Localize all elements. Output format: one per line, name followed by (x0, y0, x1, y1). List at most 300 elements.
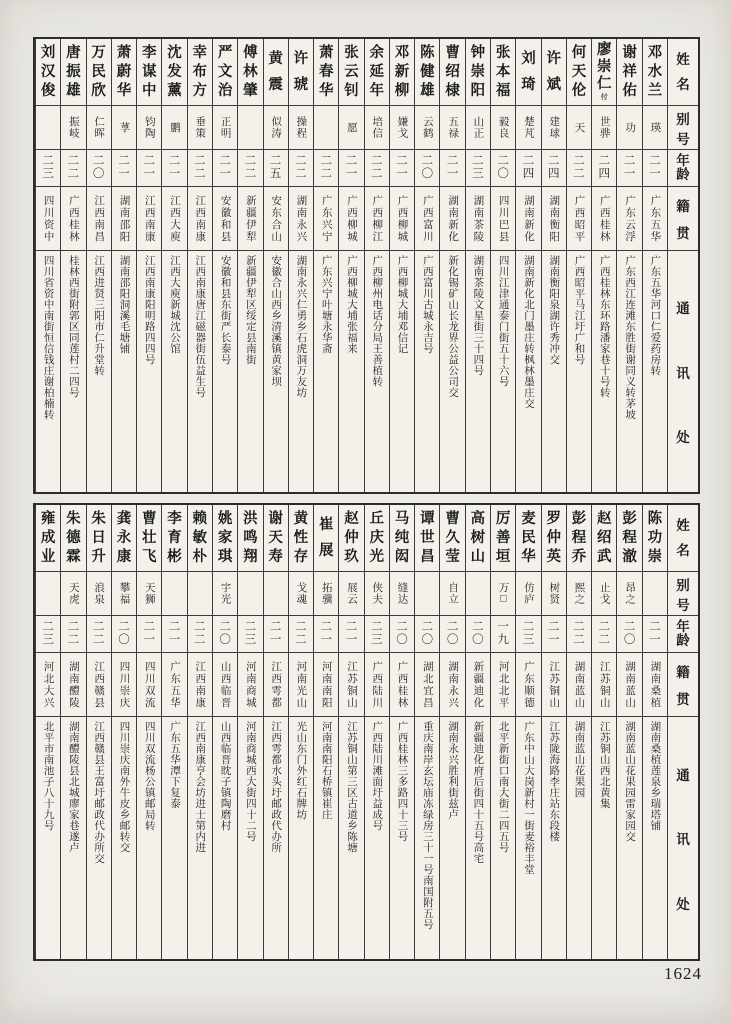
age-cell (390, 616, 414, 653)
person-native-place: 江西雩都 (270, 660, 282, 709)
age-cell (238, 150, 262, 187)
person-native-place: 河北大兴 (42, 660, 54, 709)
person-address: 江西进贤三阳市仁升堂转 (93, 255, 105, 376)
age-cell (617, 150, 641, 187)
address-cell (87, 251, 111, 492)
person-native-place: 江西南康 (143, 194, 155, 243)
directory-table-top (33, 37, 700, 494)
address-cell (36, 251, 60, 492)
person-address: 广西柳城大埔张福来 (345, 255, 357, 354)
person-name: 张 云 钊 (344, 44, 359, 99)
address-cell (238, 717, 262, 959)
name-cell (162, 505, 186, 572)
address-cell (61, 251, 85, 492)
person-address: 湖南蓝山花果园 (573, 721, 585, 798)
person-name: 谢 天 寿 (268, 510, 283, 565)
address-cell (617, 717, 641, 959)
person-name: 许 斌 (546, 51, 561, 93)
person-column (313, 39, 338, 492)
person-age: 二 〇 (118, 620, 130, 646)
person-age: 二 二 (92, 620, 105, 646)
person-address: 新化锡矿山长龙界公益公司交 (447, 255, 459, 398)
person-native-place: 河南南阳 (320, 660, 332, 709)
alias-cell (36, 572, 60, 616)
person-native-place: 山西临晋 (219, 660, 231, 709)
person-column (591, 505, 616, 959)
person-address: 江西南康亨会坊进士第内进 (194, 721, 206, 853)
person-age: 二 一 (320, 620, 332, 646)
person-native-place: 广西陆川 (371, 660, 383, 709)
person-column (591, 39, 616, 492)
person-name: 钟 崇 阳 (470, 44, 486, 99)
age-cell (112, 150, 136, 187)
native-place-cell (289, 187, 313, 251)
person-address: 江西南康阳明路四四号 (143, 255, 155, 365)
person-native-place: 广西富川 (421, 194, 433, 243)
person-alias: 天狮 (143, 582, 155, 605)
person-column (161, 39, 186, 492)
alias-cell (390, 106, 414, 150)
address-cell (542, 251, 566, 492)
alias-cell (162, 106, 186, 150)
person-column (136, 39, 161, 492)
person-alias: 瑛 (649, 121, 661, 134)
alias-cell (112, 106, 136, 150)
person-name: 彭 程 澈 (622, 510, 637, 565)
address-cell (415, 251, 439, 492)
person-native-place: 新疆迪化 (472, 660, 484, 709)
person-age: 二 一 (345, 620, 358, 646)
person-name: 邓 水 兰 (647, 44, 663, 99)
alias-cell (314, 106, 338, 150)
person-alias: 仿庐 (522, 582, 534, 605)
name-cell (617, 505, 641, 572)
age-cell (390, 150, 414, 187)
person-column (616, 505, 641, 959)
alias-cell (339, 106, 363, 150)
person-native-place: 江西赣县 (93, 660, 105, 709)
name-cell (112, 505, 136, 572)
native-place-cell (516, 187, 540, 251)
age-cell (264, 616, 288, 653)
person-age: 二 三 (42, 154, 54, 180)
person-address: 桂林西街附郭区同莲村二四号 (67, 255, 79, 398)
person-column (237, 39, 262, 492)
age-cell (87, 150, 111, 187)
person-column (86, 505, 111, 959)
native-place-cell (617, 187, 641, 251)
name-cell (365, 505, 389, 572)
person-age: 二 二 (295, 154, 307, 180)
name-cell (188, 39, 212, 106)
person-native-place: 四川双流 (143, 660, 155, 709)
name-cell (137, 39, 161, 106)
person-column (465, 39, 490, 492)
person-address: 江西赣县王富圩邮政代办所交 (93, 721, 105, 864)
age-cell (567, 616, 591, 653)
person-name: 刘 琦 (521, 51, 536, 93)
alias-cell (592, 572, 616, 616)
alias-cell (617, 572, 641, 616)
header-contact (668, 251, 698, 492)
person-alias: 钧陶 (143, 116, 155, 139)
person-column (566, 505, 591, 959)
name-cell (542, 505, 566, 572)
address-cell (188, 251, 212, 492)
age-cell (516, 150, 540, 187)
person-alias: 山正 (472, 116, 484, 139)
person-address: 北平新街口南大街二四五号 (497, 721, 509, 853)
header-name (668, 39, 698, 106)
alias-cell (365, 572, 389, 616)
person-native-place: 湖南衡阳 (548, 194, 560, 243)
native-place-cell (264, 187, 288, 251)
person-address: 湖南茶陵文星街三十四号 (472, 255, 484, 376)
alias-cell (643, 106, 667, 150)
person-native-place: 广西柳城 (345, 194, 357, 243)
address-cell (213, 717, 237, 959)
person-address: 湖南新化北门墨庄转枫林墨庄交 (522, 255, 534, 409)
person-age: 二 三 (244, 620, 257, 646)
person-name: 赵 仲 玖 (344, 510, 359, 565)
person-column (111, 505, 136, 959)
person-address: 安徽合山西乡清溪镇黄家坝 (270, 255, 282, 387)
native-place-cell (365, 653, 389, 717)
person-age: 二 五 (269, 154, 282, 180)
person-native-place: 广西桂林 (396, 660, 408, 709)
person-address: 湖南醴陵县北城廖家巷遂卢 (67, 721, 79, 853)
address-cell (264, 717, 288, 959)
person-age: 二 二 (244, 154, 257, 180)
address-cell (87, 717, 111, 959)
alias-cell (188, 572, 212, 616)
address-cell (491, 717, 515, 959)
alias-cell (466, 572, 490, 616)
person-address: 江苏铜山第三区古道乡陈塘 (345, 721, 357, 853)
person-native-place: 新疆伊犁 (244, 194, 256, 243)
person-name: 余 延 年 (369, 44, 385, 99)
person-column (313, 505, 338, 959)
person-name: 赖 敏 朴 (192, 510, 208, 565)
name-cell (390, 505, 414, 572)
person-address: 湖南邵阳洞溪毛塘铺 (118, 255, 130, 354)
person-column (414, 39, 439, 492)
age-cell (339, 616, 363, 653)
person-name: 崔 展 (318, 517, 334, 559)
header-native-label: 籍 贯 (676, 665, 690, 707)
person-native-place: 河北北平 (497, 660, 509, 709)
person-alias: 浪泉 (93, 582, 105, 605)
native-place-cell (36, 653, 60, 717)
header-name-label: 姓 名 (676, 517, 690, 558)
address-cell (314, 717, 338, 959)
address-cell (440, 251, 464, 492)
address-cell (592, 717, 616, 959)
person-column (642, 39, 667, 492)
person-native-place: 湖南永兴 (295, 194, 307, 243)
person-age: 二 二 (320, 154, 332, 180)
person-name: 黄 震 (268, 51, 283, 93)
age-cell (617, 616, 641, 653)
native-place-cell (592, 187, 616, 251)
person-address: 四川江津通泰门街五十六号 (497, 255, 509, 387)
address-cell (61, 717, 85, 959)
person-column (263, 39, 288, 492)
age-cell (643, 150, 667, 187)
person-native-place: 江苏铜山 (345, 660, 357, 709)
native-place-cell (188, 187, 212, 251)
person-age: 二 一 (168, 154, 181, 180)
name-cell (289, 39, 313, 106)
person-alias: 展云 (345, 582, 357, 605)
header-age (668, 150, 698, 187)
person-age: 二 一 (219, 154, 231, 180)
age-cell (238, 616, 262, 653)
person-alias: 世骅 (598, 116, 610, 139)
person-name: 陈 功 崇 (647, 510, 663, 565)
person-address: 湖南永兴胜利街兹卢 (447, 721, 459, 820)
native-place-cell (61, 187, 85, 251)
address-cell (440, 717, 464, 959)
person-age: 二 二 (67, 154, 80, 180)
person-column (439, 39, 464, 492)
alias-cell (390, 572, 414, 616)
alias-cell (516, 106, 540, 150)
person-native-place: 四川巴县 (497, 194, 509, 243)
header-name (668, 505, 698, 572)
person-native-place: 河南光山 (295, 660, 307, 709)
address-cell (466, 717, 490, 959)
person-name: 刘 汉 俊 (40, 44, 56, 99)
person-age: 二 〇 (497, 154, 509, 180)
native-place-cell (289, 653, 313, 717)
person-address: 北平市南池子八十九号 (42, 721, 54, 831)
age-cell (542, 150, 566, 187)
address-cell (314, 251, 338, 492)
native-place-cell (643, 653, 667, 717)
person-age: 二 〇 (92, 154, 105, 180)
person-name: 雍 成 业 (40, 510, 56, 565)
address-cell (112, 251, 136, 492)
header-column (667, 505, 698, 959)
native-place-cell (137, 653, 161, 717)
age-cell (162, 616, 186, 653)
person-column (136, 505, 161, 959)
alias-cell (567, 572, 591, 616)
person-column (642, 505, 667, 959)
age-cell (440, 616, 464, 653)
header-age-label: 年 龄 (676, 619, 690, 649)
age-cell (643, 616, 667, 653)
name-cell (112, 39, 136, 106)
name-cell (339, 39, 363, 106)
header-name-label: 姓 名 (676, 51, 690, 92)
person-address: 广东西江连滩东胜街谢同义转茅坡 (624, 255, 636, 420)
person-native-place: 广东兴宁 (320, 194, 332, 243)
person-column (86, 39, 111, 492)
person-age: 二 四 (598, 154, 611, 180)
person-name: 李 谋 中 (141, 44, 157, 99)
native-place-cell (542, 187, 566, 251)
person-address: 河南商城西大街四十二号 (244, 721, 256, 842)
age-cell (137, 150, 161, 187)
name-cell (238, 505, 262, 572)
name-cell (188, 505, 212, 572)
person-age: 二 〇 (421, 620, 434, 646)
person-column (364, 39, 389, 492)
age-cell (339, 150, 363, 187)
alias-cell (567, 106, 591, 150)
age-cell (592, 616, 616, 653)
person-age: 二 一 (649, 620, 661, 646)
address-cell (213, 251, 237, 492)
person-name: 高 树 山 (470, 510, 486, 565)
person-alias: 垂策 (194, 116, 206, 139)
alias-cell (61, 572, 85, 616)
person-address: 广西柳城大埔邓信记 (396, 255, 408, 354)
name-cell (592, 39, 616, 106)
header-contact-label: 通 讯 处 (676, 301, 690, 445)
native-place-cell (365, 187, 389, 251)
name-cell (390, 39, 414, 106)
address-cell (365, 251, 389, 492)
page-number: 1624 (664, 964, 702, 983)
address-cell (137, 717, 161, 959)
native-place-cell (87, 187, 111, 251)
person-native-place: 江苏铜山 (548, 660, 560, 709)
person-alias: 云鹤 (421, 116, 433, 139)
person-column (515, 505, 540, 959)
person-name: 罗 仲 英 (546, 510, 561, 565)
name-cell (36, 505, 60, 572)
person-name: 萧 蔚 华 (116, 44, 132, 99)
person-column (187, 39, 212, 492)
person-native-place: 四川崇庆 (118, 660, 130, 709)
person-alias: 五禄 (447, 116, 459, 139)
name-cell (542, 39, 566, 106)
age-cell (415, 616, 439, 653)
age-cell (491, 616, 515, 653)
native-place-cell (390, 187, 414, 251)
alias-cell (440, 572, 464, 616)
person-native-place: 江西南昌 (93, 194, 105, 243)
person-column (161, 505, 186, 959)
person-age: 二 一 (547, 620, 560, 646)
person-address: 四川省资中南街恒信钱庄谢柏楠转 (42, 255, 54, 420)
age-cell (36, 616, 60, 653)
person-age: 二 〇 (472, 620, 484, 646)
address-cell (188, 717, 212, 959)
native-place-cell (643, 187, 667, 251)
native-place-cell (390, 653, 414, 717)
age-cell (188, 616, 212, 653)
address-cell (339, 251, 363, 492)
person-name: 张 本 福 (495, 44, 511, 99)
person-alias: 万□ (497, 581, 509, 606)
person-address: 新疆迪化府后街四十五号高宅 (472, 721, 484, 864)
header-column (667, 39, 698, 492)
header-contact-label: 通 讯 处 (676, 767, 690, 912)
name-cell (87, 39, 111, 106)
person-name: 朱 日 升 (91, 510, 106, 565)
alias-cell (61, 106, 85, 150)
person-age: 二 一 (649, 154, 661, 180)
person-age: 二 四 (547, 154, 560, 180)
person-address: 河南南阳石桥镇崔庄 (320, 721, 332, 820)
alias-cell (365, 106, 389, 150)
person-column (490, 505, 515, 959)
person-native-place: 湖南茶陵 (472, 194, 484, 243)
name-cell (314, 505, 338, 572)
person-native-place: 广东五华 (169, 660, 181, 709)
alias-cell (137, 106, 161, 150)
age-cell (61, 150, 85, 187)
person-column (389, 39, 414, 492)
native-place-cell (112, 187, 136, 251)
age-cell (36, 150, 60, 187)
age-cell (314, 150, 338, 187)
address-cell (112, 717, 136, 959)
header-alias (668, 106, 698, 150)
person-alias: 天 (573, 121, 585, 134)
name-cell (36, 39, 60, 106)
person-address: 广西桂林三多路四十三号 (396, 721, 408, 842)
name-cell (440, 39, 464, 106)
person-address: 光山东门外红石牌坊 (295, 721, 307, 820)
alias-cell (162, 572, 186, 616)
person-column (35, 505, 60, 959)
person-address: 湖南蓝山花果园雷家园交 (624, 721, 636, 842)
address-cell (264, 251, 288, 492)
native-place-cell (491, 653, 515, 717)
address-cell (390, 717, 414, 959)
person-alias: 培信 (371, 116, 383, 139)
header-age-label: 年 龄 (676, 153, 690, 183)
person-address: 广西昭平马江圩广和号 (573, 255, 585, 365)
header-native-label: 籍 贯 (676, 199, 690, 241)
person-column (439, 505, 464, 959)
person-alias: 功 (624, 121, 636, 134)
person-address: 广西陆川滩面圩益成号 (371, 721, 383, 831)
name-cell (415, 505, 439, 572)
address-cell (592, 251, 616, 492)
native-place-cell (188, 653, 212, 717)
name-cell (516, 505, 540, 572)
alias-cell (617, 106, 641, 150)
alias-cell (238, 572, 262, 616)
person-alias: 毅良 (497, 116, 509, 139)
person-name: 沈 发 薰 (167, 44, 182, 99)
age-cell (415, 150, 439, 187)
native-place-cell (415, 653, 439, 717)
address-cell (617, 251, 641, 492)
person-alias: 昂之 (624, 582, 636, 605)
address-cell (542, 717, 566, 959)
person-name: 赵 绍 武 (597, 510, 612, 565)
age-cell (314, 616, 338, 653)
alias-cell (542, 106, 566, 150)
age-cell (213, 150, 237, 187)
person-native-place: 江西大庾 (169, 194, 181, 243)
header-contact (668, 717, 698, 959)
person-alias: 愿 (345, 121, 357, 134)
person-address: 四川双流杨公镇邮局转 (143, 721, 155, 831)
address-cell (137, 251, 161, 492)
person-native-place: 江西南康 (194, 660, 206, 709)
person-address: 四川崇庆南外牛皮乡邮转交 (118, 721, 130, 853)
person-name: 万 民 欣 (91, 44, 106, 99)
name-cell (567, 505, 591, 572)
